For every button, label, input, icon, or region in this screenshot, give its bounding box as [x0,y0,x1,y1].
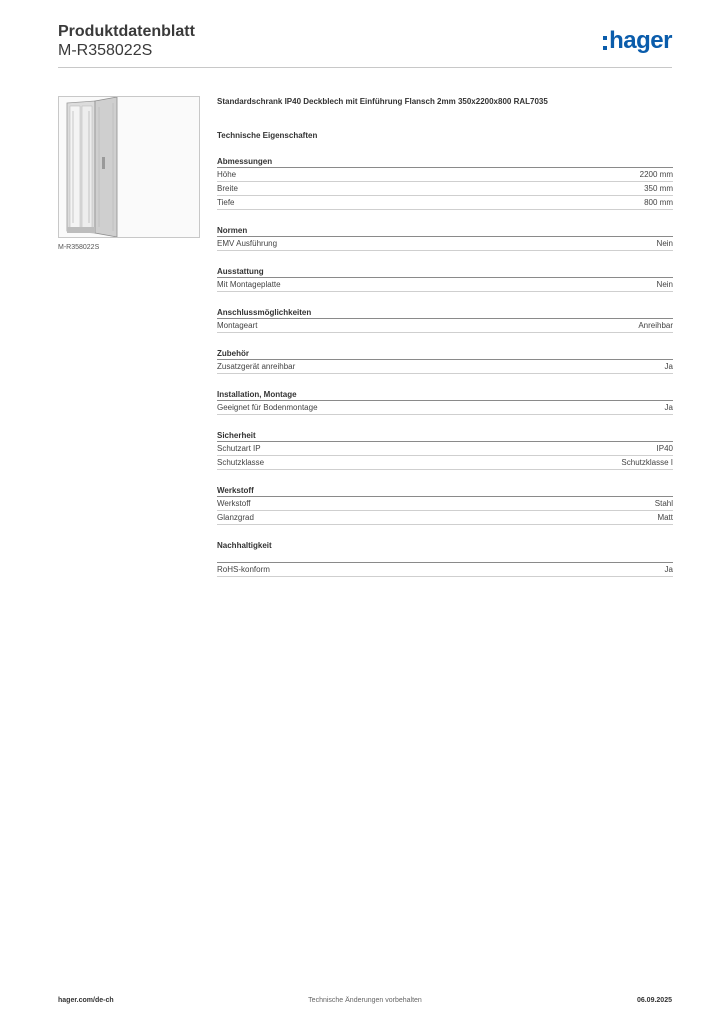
group-title: Nachhaltigkeit [217,541,272,550]
product-image [58,96,200,238]
group-zubehoer [217,348,673,374]
table-row [217,237,673,251]
row-label: Geeignet für Bodenmontage [217,403,318,412]
group-anschlussmoeglichkeiten [217,307,673,333]
table-row [217,319,673,333]
row-label: Montageart [217,321,258,330]
table-row [217,456,673,470]
table-row [217,511,673,525]
table-row [217,497,673,511]
footer-date: 06.09.2025 [636,997,672,1004]
group-installation-montage [217,389,673,415]
row-label: RoHS-konform [217,565,270,574]
table-row [217,182,673,196]
logo-dots-icon [603,36,607,50]
group-abmessungen [217,156,673,210]
group-nachhaltigkeit [217,540,673,577]
group-title: Installation, Montage [217,389,673,401]
row-value: Ja [664,362,673,371]
document-title: Produktdatenblatt [58,23,195,40]
row-label: Werkstoff [217,499,251,508]
row-value: 800 mm [644,198,673,207]
group-title: Sicherheit [217,430,673,442]
row-value: Matt [657,513,673,522]
group-title: Abmessungen [217,156,673,168]
row-value: IP40 [656,444,673,453]
image-caption: M-R358022S [58,244,100,251]
logo-text: hager [609,27,672,54]
row-label: Schutzklasse [217,458,265,467]
table-row [217,196,673,210]
table-row [217,360,673,374]
row-value: 350 mm [644,184,673,193]
group-title: Anschlussmöglichkeiten [217,307,673,319]
row-label: Tiefe [217,198,235,207]
row-label: EMV Ausführung [217,239,278,248]
table-row [217,442,673,456]
row-value: Nein [656,280,673,289]
row-label: Schutzart IP [217,444,261,453]
row-label: Glanzgrad [217,513,254,522]
footer-website: hager.com/de-ch [58,997,114,1004]
header-divider [58,67,672,68]
document-header [58,22,195,60]
row-label: Zusatzgerät anreihbar [217,362,296,371]
product-sku: M-R358022S [58,42,153,59]
row-value: Ja [664,565,673,574]
row-value: 2200 mm [639,170,673,179]
product-details [217,96,673,577]
table-row [217,562,673,577]
footer-notice: Technische Änderungen vorbehalten [308,997,422,1004]
group-title: Werkstoff [217,485,673,497]
row-value: Anreihbar [638,321,673,330]
table-row [217,168,673,182]
table-row [217,401,673,415]
group-ausstattung [217,266,673,292]
row-label: Höhe [217,170,237,179]
product-description: Standardschrank IP40 Deckblech mit Einführung Flansch 2mm 350x2200x800 RAL7035 [217,97,548,106]
row-value: Nein [656,239,673,248]
table-row [217,278,673,292]
row-value: Stahl [654,499,673,508]
group-werkstoff [217,485,673,525]
group-normen [217,225,673,251]
section-heading: Technische Eigenschaften [217,131,318,140]
row-value: Ja [664,403,673,412]
group-title: Ausstattung [217,266,673,278]
row-label: Breite [217,184,238,193]
hager-logo [603,28,672,54]
cabinet-illustration [59,97,199,237]
group-title: Zubehör [217,348,673,360]
row-value: Schutzklasse I [621,458,673,467]
row-label: Mit Montageplatte [217,280,281,289]
group-title: Normen [217,225,673,237]
group-sicherheit [217,430,673,470]
